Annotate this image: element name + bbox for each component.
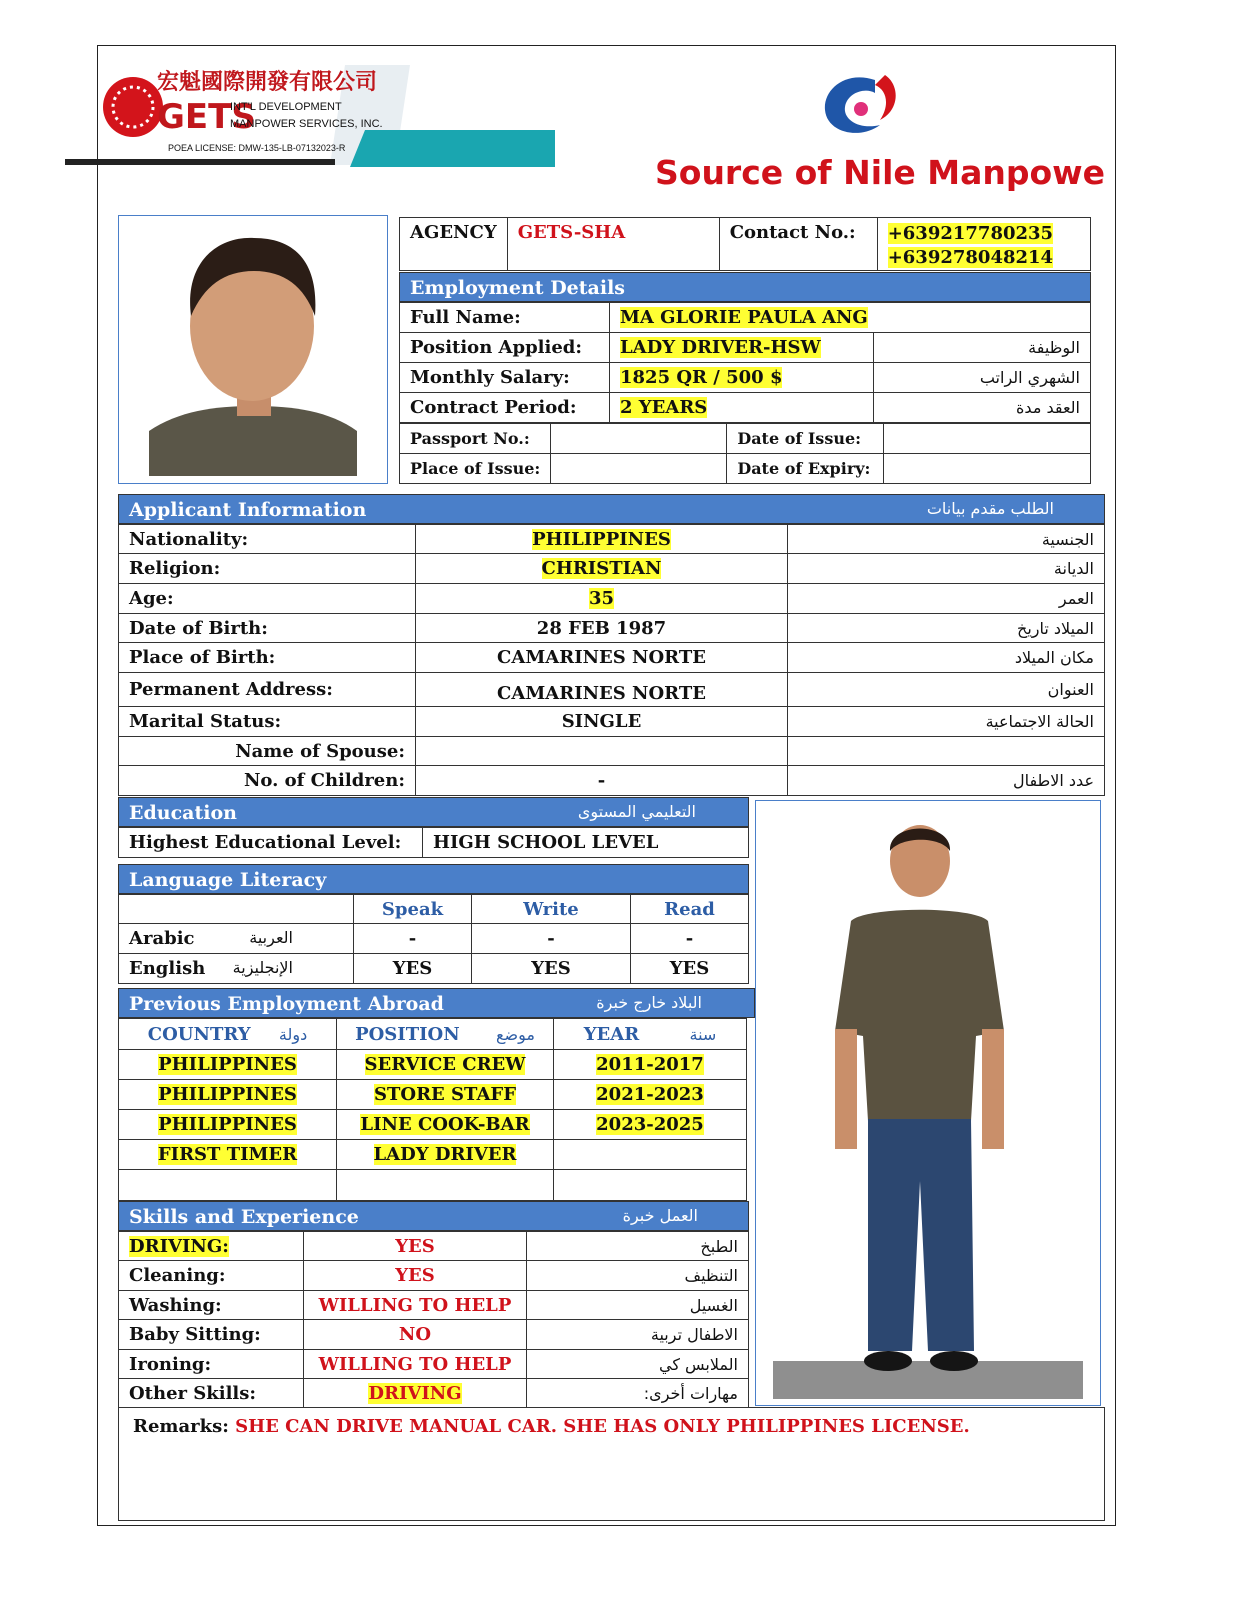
prev-year: 2011-2017 [596,1054,704,1075]
arabic-speak: - [354,924,472,954]
skills-title: Skills and Experience [129,1206,359,1228]
dob-arabic: الميلاد تاريخ [788,614,1105,643]
prev-country: PHILIPPINES [158,1114,297,1135]
prev-year: 2023-2025 [596,1114,704,1135]
passport-value [551,424,727,454]
education-title: Education [129,802,237,824]
full-name-cell [610,303,1091,333]
salary-value: 1825 QR / 500 $ [620,367,783,388]
skill-ironing-label: Ironing: [119,1350,304,1379]
skill-ironing-ar: الملابس كي [527,1350,749,1379]
position-header-label: POSITION [355,1023,460,1045]
contact-cell [877,218,1090,271]
employment-details-header [399,272,1091,302]
language-header [118,864,749,894]
speak-header: Speak [354,895,472,924]
arabic-lang-label: Arabic [129,928,195,949]
country-header-label: COUNTRY [147,1023,251,1045]
children-label: No. of Children: [119,766,416,796]
date-expiry-value [884,454,1091,484]
prev-country: PHILIPPINES [158,1054,297,1075]
children-arabic: عدد الاطفال [788,766,1105,796]
nile-swirl-icon [815,65,905,145]
contract-cell [610,393,874,423]
children-value: - [416,766,788,796]
skill-driving-value: YES [304,1232,527,1261]
pob-value: CAMARINES NORTE [416,643,788,673]
contact-number-1: +639217780235 [887,223,1054,244]
applicant-info-header [118,494,1105,524]
spouse-arabic [788,737,1105,766]
age-arabic: العمر [788,584,1105,614]
prev-year-cell [554,1080,747,1110]
skill-cleaning-label: Cleaning: [119,1261,304,1291]
address-value: CAMARINES NORTE [416,673,788,707]
marital-label: Marital Status: [119,707,416,737]
prev-country: FIRST TIMER [157,1144,298,1165]
full-name-label: Full Name: [400,303,610,333]
remarks-label: Remarks: [133,1416,229,1437]
religion-cell [416,554,788,584]
year-header-label: YEAR [583,1023,640,1045]
prev-position: STORE STAFF [374,1084,516,1105]
religion-arabic: الديانة [788,554,1105,584]
skill-cleaning-ar: التنظيف [527,1261,749,1291]
write-header: Write [472,895,631,924]
religion-value: CHRISTIAN [541,558,662,579]
face-portrait-image [119,216,387,483]
skill-cleaning-value: YES [304,1261,527,1291]
skill-babysitting-ar: الاطفال تربية [527,1320,749,1350]
english-read: YES [631,954,749,984]
english-lang-label: English [129,958,206,979]
contact-number-2: +639278048214 [887,247,1054,268]
pob-label: Place of Birth: [119,643,416,673]
arabic-read: - [631,924,749,954]
full-name-value: MA GLORIE PAULA ANG [620,307,868,328]
prev-position: SERVICE CREW [364,1054,526,1075]
prev-position-cell [337,1140,554,1170]
pob-arabic: مكان الميلاد [788,643,1105,673]
contract-value: 2 YEARS [620,397,708,418]
prev-year-cell [554,1110,747,1140]
country-header-ar: دولة [278,1024,308,1044]
marital-value: SINGLE [416,707,788,737]
spouse-value [416,737,788,766]
date-issue-value [884,424,1091,454]
nile-title: Source of Nile Manpowe [655,153,1106,192]
previous-employment-header [118,988,755,1018]
arabic-lang-ar: العربية [249,928,293,947]
previous-employment-title: Previous Employment Abroad [129,993,444,1015]
skill-washing-ar: الغسيل [527,1291,749,1320]
language-table [118,894,749,984]
english-lang-ar: الإنجليزية [232,958,293,977]
place-issue-value [551,454,727,484]
arabic-write: - [472,924,631,954]
agency-value: GETS-SHA [507,218,719,271]
skill-ironing-value: WILLING TO HELP [304,1350,527,1379]
position-value: LADY DRIVER-HSW [620,337,821,358]
marital-arabic: الحالة الاجتماعية [788,707,1105,737]
applicant-table [118,524,1105,796]
contract-label: Contract Period: [400,393,610,423]
place-issue-label: Place of Issue: [400,454,551,484]
english-write: YES [472,954,631,984]
nationality-value: PHILIPPINES [532,528,671,550]
language-blank-header [119,895,354,924]
prev-position-empty [337,1170,554,1201]
applicant-info-title: Applicant Information [129,499,367,521]
prev-position-cell [337,1080,554,1110]
prev-year-empty [554,1170,747,1201]
gets-sub1: INT'L DEVELOPMENT [230,101,342,113]
position-header [337,1019,554,1050]
prev-year-cell [554,1050,747,1080]
religion-label: Religion: [119,554,416,584]
english-speak: YES [354,954,472,984]
previous-employment-table [118,1018,747,1201]
read-header: Read [631,895,749,924]
skill-babysitting-label: Baby Sitting: [119,1320,304,1350]
full-body-image [756,801,1100,1405]
prev-position-cell [337,1110,554,1140]
salary-cell [610,363,874,393]
skill-driving-label-cell [119,1232,304,1261]
remarks-text: SHE CAN DRIVE MANUAL CAR. SHE HAS ONLY PHILIPPINES LICENSE. [235,1416,970,1437]
applicant-face-photo [118,215,388,484]
skill-other-cell [304,1379,527,1408]
date-expiry-label: Date of Expiry: [727,454,884,484]
skill-washing-label: Washing: [119,1291,304,1320]
prev-year: 2021-2023 [596,1084,704,1105]
employment-details-title: Employment Details [410,277,625,299]
age-value: 35 [588,588,615,609]
dob-value: 28 FEB 1987 [416,614,788,643]
gets-chinese-name: 宏魁國際開發有限公司 [157,70,378,95]
education-level-value: HIGH SCHOOL LEVEL [423,828,749,858]
age-cell [416,584,788,614]
agency-label: AGENCY [400,218,508,271]
nile-logo [650,65,1106,205]
prev-country-cell [119,1050,337,1080]
gets-name: GETS [157,97,256,137]
prev-country: PHILIPPINES [158,1084,297,1105]
date-issue-label: Date of Issue: [727,424,884,454]
year-header-ar: سنة [689,1024,717,1044]
applicant-info-title-ar: الطلب مقدم بيانات [926,499,1054,518]
skill-other-value: DRIVING [368,1382,462,1404]
skill-driving-label: DRIVING: [129,1235,229,1257]
nationality-label: Nationality: [119,525,416,554]
spouse-label: Name of Spouse: [119,737,416,766]
arabic-lang-cell [119,924,354,954]
position-arabic: الوظيفة [874,333,1091,363]
education-table [118,827,749,858]
position-cell [610,333,874,363]
position-label: Position Applied: [400,333,610,363]
education-title-ar: التعليمي المستوى [577,802,696,821]
skills-table [118,1231,749,1408]
skill-other-label: Other Skills: [119,1379,304,1408]
skill-babysitting-value: NO [304,1320,527,1350]
previous-employment-title-ar: البلاد خارج خبرة [596,993,702,1012]
skill-other-ar: مهارات أخرى: [527,1379,749,1408]
education-level-label: Highest Educational Level: [119,828,423,858]
address-arabic: العنوان [788,673,1105,707]
prev-position: LADY DRIVER [373,1144,517,1165]
skill-driving-ar: الطبخ [527,1232,749,1261]
gets-logo [65,55,555,170]
language-title: Language Literacy [129,869,327,891]
remarks-box [118,1407,1105,1521]
salary-arabic: الشهري الراتب [874,363,1091,393]
prev-year-cell [554,1140,747,1170]
employment-table [399,302,1091,423]
prev-position-cell [337,1050,554,1080]
prev-position: LINE COOK-BAR [360,1114,530,1135]
applicant-full-body-photo [755,800,1101,1406]
prev-country-cell [119,1140,337,1170]
contract-arabic: العقد مدة [874,393,1091,423]
agency-table [399,217,1091,271]
age-label: Age: [119,584,416,614]
skill-washing-value: WILLING TO HELP [304,1291,527,1320]
nationality-cell [416,525,788,554]
prev-country-empty [119,1170,337,1201]
year-header [554,1019,747,1050]
skills-header [118,1201,749,1231]
prev-country-cell [119,1080,337,1110]
dob-label: Date of Birth: [119,614,416,643]
prev-country-cell [119,1110,337,1140]
address-label: Permanent Address: [119,673,416,707]
salary-label: Monthly Salary: [400,363,610,393]
gets-sub2: MANPOWER SERVICES, INC. [230,118,383,130]
passport-table [399,423,1091,484]
position-header-ar: موضع [495,1024,535,1044]
english-lang-cell [119,954,354,984]
skills-title-ar: العمل خبرة [622,1206,698,1225]
gets-license: POEA LICENSE: DMW-135-LB-07132023-R [168,143,346,153]
nationality-arabic: الجنسية [788,525,1105,554]
passport-label: Passport No.: [400,424,551,454]
education-header [118,797,749,827]
contact-label: Contact No.: [719,218,877,271]
country-header [119,1019,337,1050]
